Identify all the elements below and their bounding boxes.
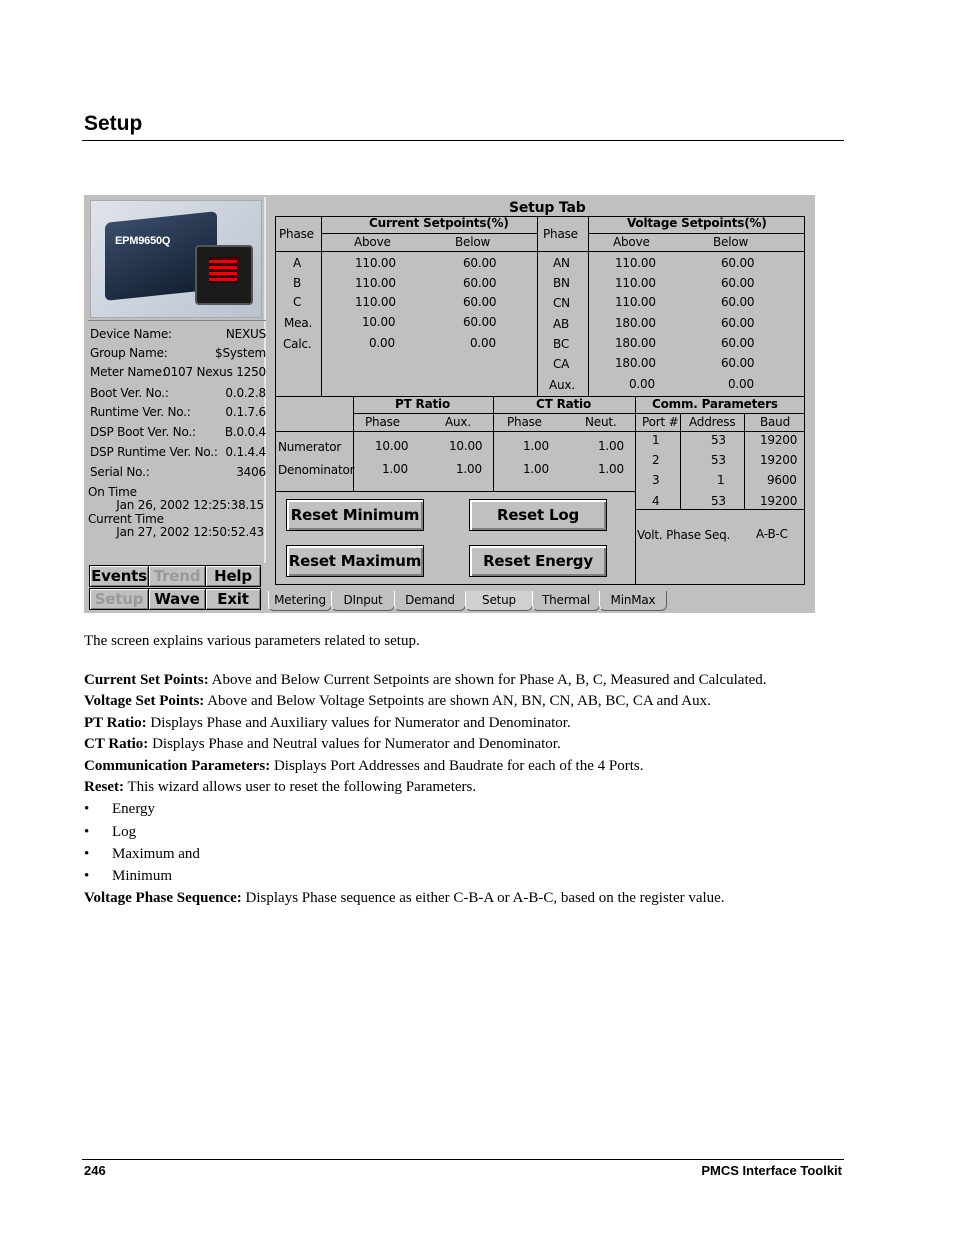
definition-voltage: Voltage Set Points: Above and Below Voltage Setpoints are shown AN, BN, CN, AB, BC, CA and Aux.	[84, 693, 711, 709]
current-below-cell: 60.00	[463, 295, 497, 309]
voltage-above-header: Above	[613, 235, 650, 249]
current-phase-cell: C	[293, 295, 302, 309]
current-below-header: Below	[455, 235, 491, 249]
voltage-below-cell: 60.00	[721, 316, 755, 330]
current-below-cell: 0.00	[470, 336, 496, 350]
voltage-above-cell: 110.00	[615, 256, 656, 270]
on-time-label: On Time	[88, 485, 137, 499]
comm-baud-cell: 19200	[760, 453, 798, 467]
info-dsp-runtime-ver: DSP Runtime Ver. No.: 0.1.4.4	[90, 445, 266, 459]
heading-rule	[82, 140, 844, 141]
voltage-below-cell: 0.00	[728, 377, 754, 391]
pt-phase-numerator: 10.00	[375, 439, 409, 453]
footer-rule	[82, 1159, 844, 1160]
ct-neut-denominator: 1.00	[598, 462, 624, 476]
voltage-above-cell: 180.00	[615, 316, 656, 330]
setup-screenshot	[84, 195, 815, 613]
voltage-above-cell: 110.00	[615, 295, 656, 309]
pt-aux-numerator: 10.00	[449, 439, 483, 453]
comm-address-cell: 53	[711, 453, 726, 467]
ct-ratio-header: CT Ratio	[536, 397, 592, 411]
voltage-phase-cell: AN	[553, 256, 570, 270]
events-button[interactable]: Events	[89, 565, 149, 587]
comm-address-header: Address	[689, 415, 736, 429]
current-time-label: Current Time	[88, 512, 164, 526]
comm-baud-cell: 9600	[767, 473, 797, 487]
voltage-above-cell: 0.00	[629, 377, 655, 391]
voltage-below-cell: 60.00	[721, 336, 755, 350]
comm-port-cell: 4	[652, 494, 660, 508]
ct-phase-numerator: 1.00	[523, 439, 549, 453]
current-phase-header: Phase	[279, 227, 314, 241]
intro-paragraph: The screen explains various parameters related to setup.	[84, 633, 420, 649]
pt-aux-header: Aux.	[445, 415, 471, 429]
current-setpoints-header: Current Setpoints(%)	[369, 216, 509, 230]
tab-setup[interactable]: Setup	[465, 591, 533, 611]
definition-reset: Reset: This wizard allows user to reset the following Parameters.	[84, 779, 477, 795]
info-serial-no: Serial No.: 3406	[90, 465, 266, 479]
reset-energy-button[interactable]: Reset Energy	[469, 545, 607, 577]
pt-phase-header: Phase	[365, 415, 400, 429]
current-below-cell: 60.00	[463, 315, 497, 329]
definition-comm: Communication Parameters: Displays Port Addresses and Baudrate for each of the 4 Ports.	[84, 758, 644, 774]
current-above-cell: 110.00	[355, 276, 396, 290]
info-device-name: Device Name: NEXUS	[90, 327, 266, 341]
comm-address-cell: 1	[717, 473, 725, 487]
ct-neut-numerator: 1.00	[598, 439, 624, 453]
device-image	[90, 200, 262, 318]
pt-phase-denominator: 1.00	[382, 462, 408, 476]
definition-current: Current Set Points: Above and Below Current Setpoints are shown for Phase A, B, C, Measured and Calculated.	[84, 672, 767, 688]
exit-button[interactable]: Exit	[205, 588, 261, 610]
setup-button[interactable]: Setup	[89, 588, 149, 610]
comm-port-cell: 3	[652, 473, 660, 487]
definition-ct: CT Ratio: Displays Phase and Neutral values for Numerator and Denominator.	[84, 736, 561, 752]
comm-port-header: Port #	[642, 415, 679, 429]
comm-port-cell: 1	[652, 433, 660, 447]
device-label: EPM9650Q	[115, 235, 171, 247]
comm-port-cell: 2	[652, 453, 660, 467]
tab-dinput[interactable]: DInput	[331, 591, 395, 611]
reset-minimum-button[interactable]: Reset Minimum	[286, 499, 424, 531]
tab-metering[interactable]: Metering	[268, 591, 332, 611]
current-phase-cell: B	[293, 276, 302, 290]
comm-parameters-header: Comm. Parameters	[652, 397, 778, 411]
reset-maximum-button[interactable]: Reset Maximum	[286, 545, 424, 577]
trend-button[interactable]: Trend	[148, 565, 206, 587]
voltage-phase-cell: CN	[553, 296, 570, 310]
voltage-phase-cell: Aux.	[549, 378, 575, 392]
pane-divider	[88, 320, 266, 321]
setup-tab-title: Setup Tab	[509, 200, 586, 216]
current-above-cell: 0.00	[369, 336, 395, 350]
comm-address-cell: 53	[711, 433, 726, 447]
reset-log-button[interactable]: Reset Log	[469, 499, 607, 531]
page-heading: Setup	[84, 112, 143, 135]
comm-baud-cell: 19200	[760, 433, 798, 447]
definition-phase-sequence: Voltage Phase Sequence: Displays Phase sequence as either C-B-A or A-B-C, based on the register value.	[84, 890, 725, 906]
comm-baud-header: Baud	[760, 415, 791, 429]
info-boot-ver: Boot Ver. No.: 0.0.2.8	[90, 386, 266, 400]
tab-minmax[interactable]: MinMax	[599, 591, 667, 611]
info-dsp-boot-ver: DSP Boot Ver. No.: B.0.0.4	[90, 425, 266, 439]
denominator-label: Denominator	[278, 463, 355, 477]
voltage-setpoints-header: Voltage Setpoints(%)	[627, 216, 767, 230]
help-button[interactable]: Help	[205, 565, 261, 587]
current-below-cell: 60.00	[463, 256, 497, 270]
voltage-below-cell: 60.00	[721, 276, 755, 290]
phase-seq-label: Volt. Phase Seq.	[637, 528, 731, 542]
current-above-header: Above	[354, 235, 391, 249]
voltage-phase-cell: BN	[553, 276, 570, 290]
definition-pt: PT Ratio: Displays Phase and Auxiliary values for Numerator and Denominator.	[84, 715, 571, 731]
voltage-phase-header: Phase	[543, 227, 578, 241]
wave-button[interactable]: Wave	[148, 588, 206, 610]
phase-seq-value: A-B-C	[756, 527, 788, 541]
voltage-below-cell: 60.00	[721, 356, 755, 370]
current-below-cell: 60.00	[463, 276, 497, 290]
current-above-cell: 10.00	[362, 315, 396, 329]
ct-phase-denominator: 1.00	[523, 462, 549, 476]
voltage-phase-cell: AB	[553, 317, 570, 331]
current-time-value: Jan 27, 2002 12:50:52.43	[116, 525, 264, 539]
numerator-label: Numerator	[278, 440, 342, 454]
info-group-name: Group Name: $System	[90, 346, 266, 360]
footer-title: PMCS Interface Toolkit	[701, 1163, 842, 1178]
current-phase-cell: Calc.	[283, 337, 312, 351]
pt-ratio-header: PT Ratio	[395, 397, 450, 411]
voltage-below-cell: 60.00	[721, 256, 755, 270]
page-number: 246	[84, 1163, 106, 1178]
on-time-value: Jan 26, 2002 12:25:38.15	[116, 498, 264, 512]
ct-neut-header: Neut.	[585, 415, 617, 429]
device-info-pane	[86, 197, 266, 563]
info-meter-name: Meter Name: 0107 Nexus 1250	[90, 365, 266, 379]
pt-aux-denominator: 1.00	[456, 462, 482, 476]
voltage-above-cell: 180.00	[615, 336, 656, 350]
voltage-phase-cell: CA	[553, 357, 570, 371]
info-runtime-ver: Runtime Ver. No.: 0.1.7.6	[90, 405, 266, 419]
tab-demand[interactable]: Demand	[394, 591, 466, 611]
current-above-cell: 110.00	[355, 256, 396, 270]
voltage-above-cell: 110.00	[615, 276, 656, 290]
voltage-below-cell: 60.00	[721, 295, 755, 309]
ct-phase-header: Phase	[507, 415, 542, 429]
comm-baud-cell: 19200	[760, 494, 798, 508]
tab-thermal[interactable]: Thermal	[532, 591, 600, 611]
current-phase-cell: Mea.	[284, 316, 313, 330]
voltage-below-header: Below	[713, 235, 749, 249]
meter-display-graphic	[195, 245, 253, 305]
voltage-above-cell: 180.00	[615, 356, 656, 370]
current-above-cell: 110.00	[355, 295, 396, 309]
current-phase-cell: A	[293, 256, 302, 270]
comm-address-cell: 53	[711, 494, 726, 508]
voltage-phase-cell: BC	[553, 337, 570, 351]
